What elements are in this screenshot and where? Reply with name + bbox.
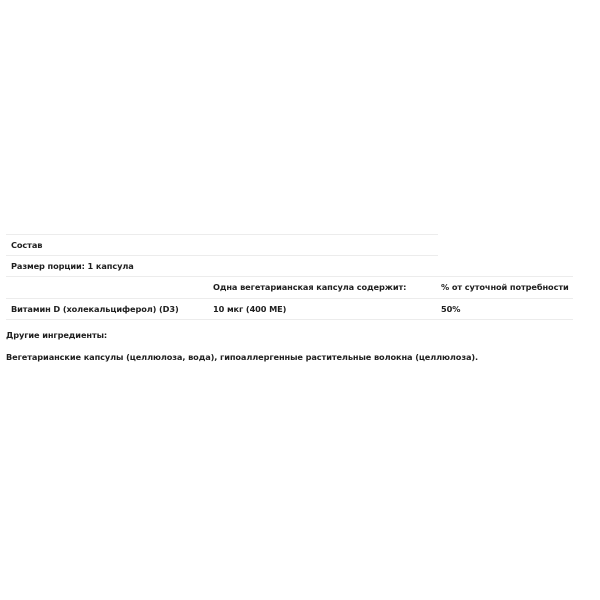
table-title: Состав bbox=[11, 240, 43, 250]
other-ingredients-heading: Другие ингредиенты: bbox=[6, 330, 108, 340]
nutrient-daily-value: 50% bbox=[441, 304, 461, 314]
other-ingredients-text: Вегетарианские капсулы (целлюлоза, вода), гипоаллергенные растительные волокна (целлюлоза). bbox=[6, 352, 479, 362]
header-daily-value: % от суточной потребности bbox=[441, 282, 569, 292]
header-amount: Одна вегетарианская капсула содержит: bbox=[213, 282, 407, 292]
serving-size: Размер порции: 1 капсула bbox=[11, 261, 134, 271]
nutrient-amount: 10 мкг (400 МЕ) bbox=[213, 304, 287, 314]
nutrient-name: Витамин D (холекальциферол) (D3) bbox=[11, 304, 179, 314]
table-row bbox=[6, 298, 573, 319]
table-bottom-divider bbox=[6, 319, 573, 320]
serving-size-row bbox=[6, 255, 438, 276]
table-header-row bbox=[6, 276, 573, 297]
table-title-row bbox=[6, 234, 438, 255]
